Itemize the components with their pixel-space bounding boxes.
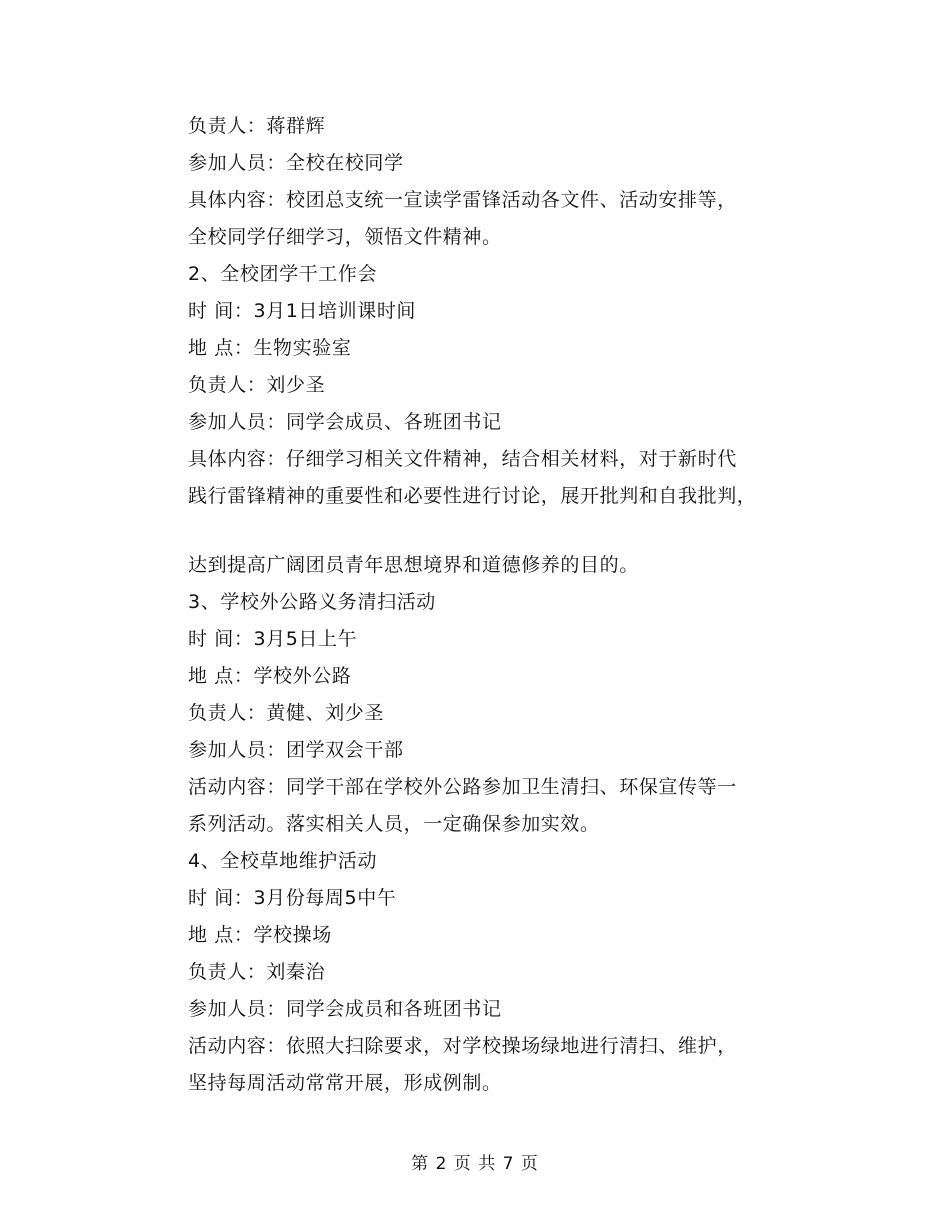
text-line: 地 点：学校操场 (188, 924, 332, 946)
text-line: 参加人员：团学双会干部 (188, 739, 404, 761)
text-line: 时 间：3月1日培训课时间 (188, 300, 417, 322)
text-line: 负责人：蒋群辉 (188, 115, 326, 137)
text-line: 具体内容：校团总支统一宣读学雷锋活动各文件、活动安排等， (188, 189, 737, 211)
text-line: 地 点：生物实验室 (188, 337, 352, 359)
text-line: 负责人：刘秦治 (188, 961, 326, 983)
text-line: 系列活动。落实相关人员，一定确保参加实效。 (188, 813, 600, 835)
section-heading: 2、全校团学干工作会 (188, 263, 378, 285)
text-line: 活动内容：依照大扫除要求，对学校操场绿地进行清扫、维护， (188, 1035, 737, 1057)
text-line: 具体内容：仔细学习相关文件精神，结合相关材料，对于新时代 (188, 448, 737, 470)
text-line: 负责人：黄健、刘少圣 (188, 702, 385, 724)
text-line: 参加人员：全校在校同学 (188, 152, 404, 174)
text-line: 时 间：3月5日上午 (188, 628, 358, 650)
text-line: 时 间：3月份每周5中午 (188, 887, 397, 909)
text-line: 坚持每周活动常常开展，形成例制。 (188, 1072, 502, 1094)
text-line: 全校同学仔细学习，领悟文件精神。 (188, 226, 502, 248)
text-line: 践行雷锋精神的重要性和必要性进行讨论，展开批判和自我批判， (188, 485, 757, 507)
section-heading: 3、学校外公路义务清扫活动 (188, 591, 436, 613)
text-line: 参加人员：同学会成员和各班团书记 (188, 998, 502, 1020)
page-number-footer: 第 2 页 共 7 页 (411, 1154, 539, 1174)
text-line: 负责人：刘少圣 (188, 374, 326, 396)
text-line: 地 点：学校外公路 (188, 665, 352, 687)
section-heading: 4、全校草地维护活动 (188, 850, 378, 872)
text-line: 活动内容：同学干部在学校外公路参加卫生清扫、环保宣传等一 (188, 776, 737, 798)
text-line: 参加人员：同学会成员、各班团书记 (188, 411, 502, 433)
text-line: 达到提高广阔团员青年思想境界和道德修养的目的。 (188, 554, 639, 576)
